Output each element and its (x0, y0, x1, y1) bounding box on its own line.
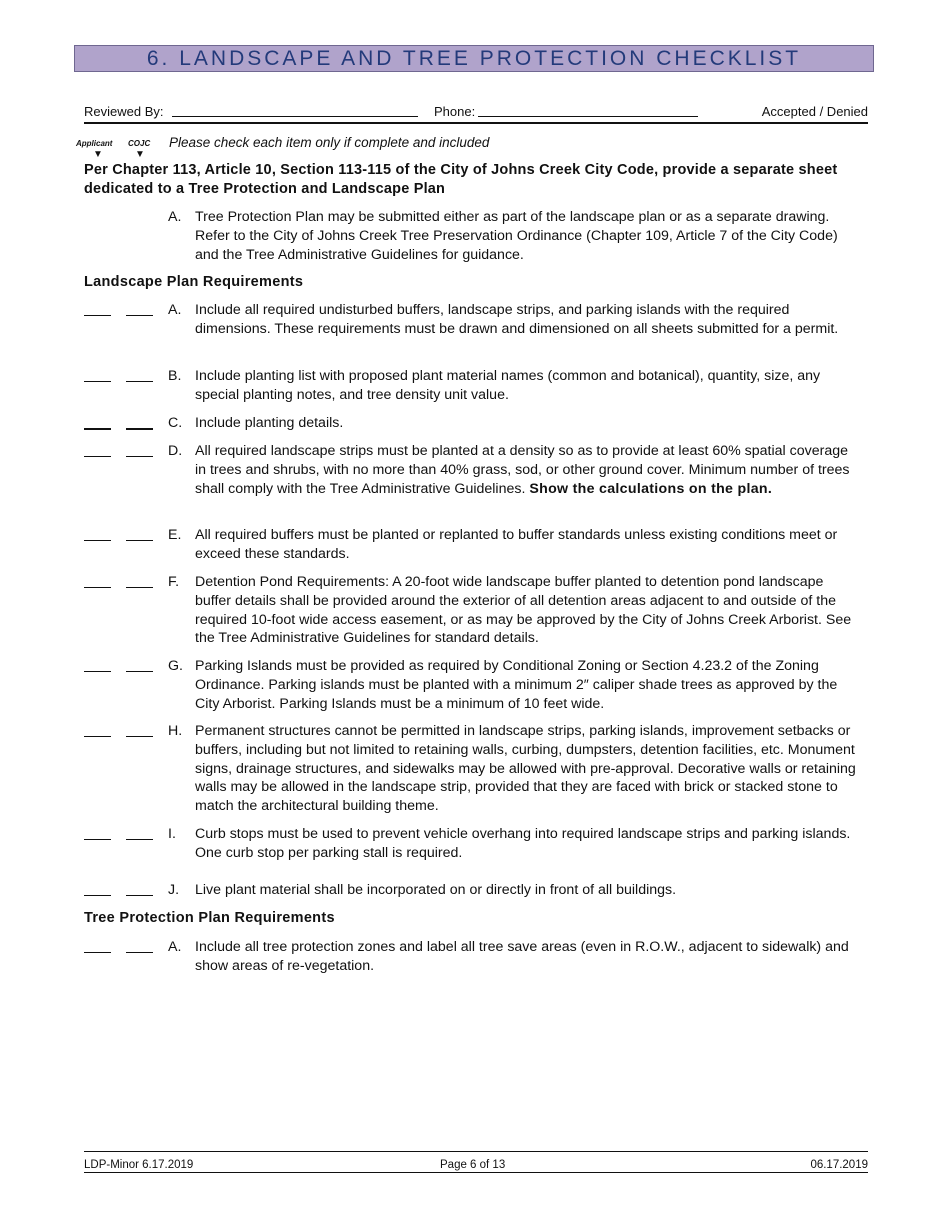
item-text: Tree Protection Plan may be submitted either as part of the landscape plan or as a separate drawing. Refer to the City of Johns Creek Tree Preservation Ordinance (Chapter 109, Article 7 of the City Code) and the Tree Administrative Guidelines for guidance. (195, 209, 838, 263)
footer-date: 06.17.2019 (810, 1159, 868, 1171)
cojc-arrow-icon: ▼ (135, 149, 145, 160)
cojc-check-blank[interactable] (126, 671, 153, 672)
item-text: Permanent structures cannot be permitted in landscape strips, parking islands, improvement setbacks or buffers, including but not limited to retaining walls, curbing, dumpsters, detention facilities, etc. Monument signs, drainage structures, and sidewalks may be allowed with pre-approval. Decorative walls or retaining walls may be allowed in the landscape strip, provided that they are faced with brick or stacked stone to match the architectural building theme. (195, 723, 856, 815)
item-letter: H. (168, 723, 183, 739)
cojc-check-blank[interactable] (126, 540, 153, 541)
item-letter: C. (168, 415, 183, 431)
applicant-column-tag: Applicant (76, 139, 113, 148)
item-text: Include planting details. (195, 415, 344, 431)
applicant-arrow-icon: ▼ (93, 149, 103, 160)
item-text: Include planting list with proposed plant material names (common and botanical), quantity, size, any special planting notes, and tree density unit value. (195, 368, 821, 403)
cojc-check-blank[interactable] (126, 839, 153, 840)
item-text: Live plant material shall be incorporated on or directly in front of all buildings. (195, 882, 677, 898)
footer-page-number: Page 6 of 13 (440, 1159, 506, 1171)
item-letter: A. (168, 209, 182, 225)
item-text: Parking Islands must be provided as required by Conditional Zoning or Section 4.23.2 of the Zoning Ordinance. Parking islands must be planted with a minimum 2″ caliper shade trees as approved by the City Arborist. Parking Islands must be a minimum of 10 feet wide. (195, 658, 838, 712)
footer-doc-id: LDP-Minor 6.17.2019 (84, 1159, 194, 1171)
reviewed-by-field[interactable] (172, 104, 418, 117)
item-text: All required buffers must be planted or replanted to buffer standards unless existing conditions meet or exceed these standards. (195, 527, 838, 562)
cojc-check-blank[interactable] (126, 736, 153, 737)
item-letter: B. (168, 368, 182, 384)
applicant-check-blank[interactable] (84, 671, 111, 672)
cojc-check-blank[interactable] (126, 895, 153, 896)
cojc-check-blank[interactable] (126, 587, 153, 588)
item-letter: A. (168, 939, 182, 955)
applicant-check-blank[interactable] (84, 952, 111, 953)
landscape-section-heading: Landscape Plan Requirements (84, 274, 304, 290)
item-text: Curb stops must be used to prevent vehicle overhang into required landscape strips and parking islands. One curb stop per parking stall is required. (195, 826, 851, 861)
applicant-check-blank[interactable] (84, 456, 111, 457)
cojc-check-blank[interactable] (126, 456, 153, 457)
cojc-column-tag: COJC (128, 139, 151, 148)
item-letter: G. (168, 658, 183, 674)
item-letter: I. (168, 826, 176, 842)
item-letter: E. (168, 527, 182, 543)
applicant-check-blank[interactable] (84, 587, 111, 588)
applicant-check-blank[interactable] (84, 428, 111, 430)
page-footer (84, 1151, 868, 1173)
applicant-check-blank[interactable] (84, 315, 111, 316)
item-text: Detention Pond Requirements: A 20-foot wide landscape buffer planted to detention pond landscape buffer details shall be provided around the exterior of all detention areas adjacent to and outside of the required 10-foot wide access easement, or as may be approved by the City of Johns Creek Arborist. See the Tree Administrative Guidelines for standard details. (195, 574, 852, 647)
applicant-check-blank[interactable] (84, 895, 111, 896)
reviewed-by-label: Reviewed By: (84, 104, 164, 119)
item-letter: J. (168, 882, 180, 898)
item-text-body: All required landscape strips must be planted at a density so as to provide at least 60% spatial coverage in trees and shrubs, with no more than 40% grass, sod, or other ground cover. Minimum number of trees shall comply with the Tree Administrative Guidelines. (195, 443, 850, 497)
item-text: Include all required undisturbed buffers, landscape strips, and parking islands with the required dimensions. These requirements must be drawn and dimensioned on all sheets submitted for a permit. (195, 302, 839, 337)
accepted-denied-label: Accepted / Denied (761, 104, 868, 119)
cojc-check-blank[interactable] (126, 315, 153, 316)
applicant-check-blank[interactable] (84, 540, 111, 541)
review-row (84, 104, 868, 124)
item-letter: D. (168, 443, 183, 459)
cojc-check-blank[interactable] (126, 381, 153, 382)
item-letter: F. (168, 574, 180, 590)
cojc-check-blank[interactable] (126, 428, 153, 430)
applicant-check-blank[interactable] (84, 736, 111, 737)
applicant-check-blank[interactable] (84, 839, 111, 840)
item-text (195, 442, 861, 498)
phone-field[interactable] (478, 104, 698, 117)
item-letter: A. (168, 302, 182, 318)
item-text: Include all tree protection zones and label all tree save areas (even in R.O.W., adjacent to sidewalk) and show areas of re-vegetation. (195, 939, 849, 974)
applicant-check-blank[interactable] (84, 381, 111, 382)
item-text-emphasis: Show the calculations on the plan. (529, 480, 773, 497)
phone-label: Phone: (434, 104, 476, 119)
cojc-check-blank[interactable] (126, 952, 153, 953)
page-title: 6. LANDSCAPE AND TREE PROTECTION CHECKLIST (74, 45, 874, 72)
legend-note: Please check each item only if complete and included (169, 135, 490, 150)
intro-statement: Per Chapter 113, Article 10, Section 113-115 of the City of Johns Creek City Code, provide a separate sheet dedicated to a Tree Protection and Landscape Plan (84, 162, 838, 197)
tree-section-heading: Tree Protection Plan Requirements (84, 910, 335, 926)
